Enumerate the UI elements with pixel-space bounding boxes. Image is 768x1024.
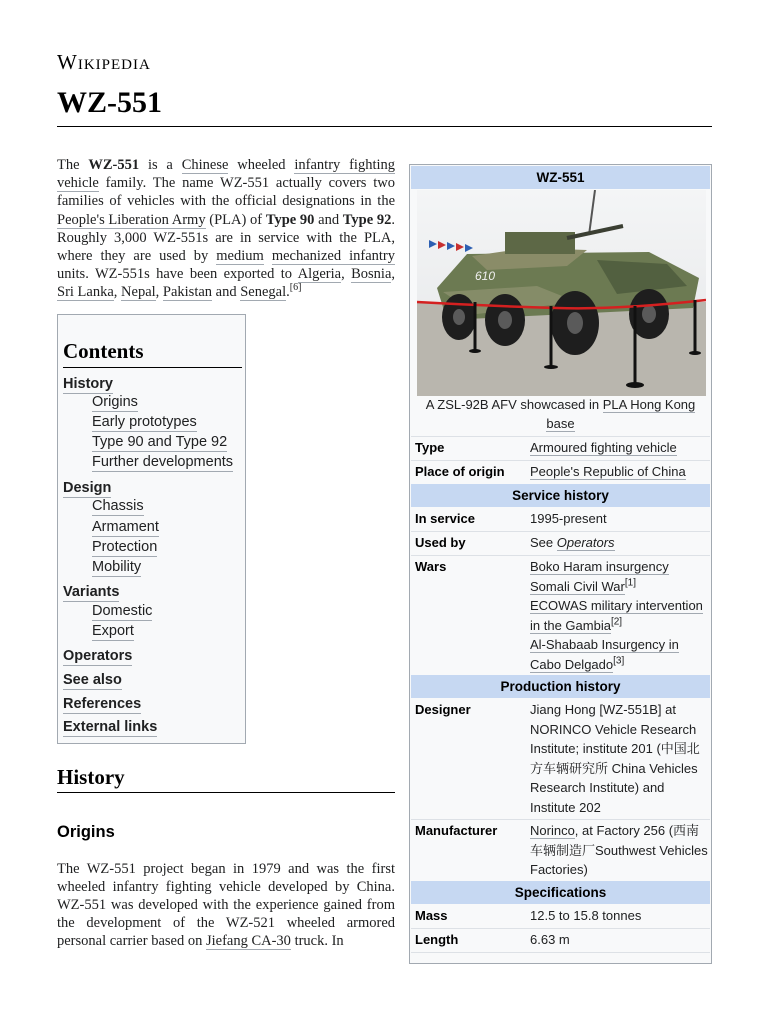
bold-type92: Type 92 — [342, 211, 392, 228]
link-senegal[interactable]: Senegal — [240, 284, 287, 301]
toc-item-mobility[interactable]: Mobility — [92, 559, 142, 575]
toc-item-external-links[interactable]: External links — [63, 719, 158, 735]
link-nepal[interactable]: Nepal — [121, 284, 156, 301]
text: See — [530, 535, 557, 550]
text: , — [391, 266, 396, 283]
value-designer: Jiang Hong [WZ-551B] at NORINCO Vehicle Research Institute; institute 201 (中国北方车辆研究所 China Vehicles Research Institute) and Institute 202 — [530, 702, 700, 815]
subsection-heading-origins: Origins — [57, 823, 115, 841]
link-operators[interactable]: Operators — [556, 535, 615, 550]
section-heading-history: History — [57, 765, 125, 789]
origins-paragraph — [57, 860, 395, 950]
toc-item-see-also[interactable]: See also — [63, 672, 122, 688]
text: The — [57, 157, 89, 173]
link-algeria[interactable]: Algeria — [297, 266, 342, 283]
link-boko-haram-insurgency[interactable]: Boko Haram insurgency — [530, 559, 669, 574]
link-pla-hong-kong-base[interactable]: PLA Hong Kong base — [546, 397, 696, 431]
section-divider — [57, 792, 395, 793]
reference-6[interactable]: [6] — [289, 282, 302, 294]
infobox-title: WZ-551 — [411, 166, 710, 189]
section-service-history: Service history — [411, 484, 710, 507]
section-production-history: Production history — [411, 675, 710, 698]
page-title: WZ-551 — [57, 86, 162, 119]
value-manufacturer — [530, 821, 708, 880]
link-bosnia[interactable]: Bosnia — [351, 266, 392, 283]
text — [264, 248, 272, 264]
row-divider — [411, 531, 710, 532]
link-mechanized-infantry[interactable]: mechanized infantry — [271, 248, 396, 265]
text: wheeled — [228, 157, 295, 173]
link-pakistan[interactable]: Pakistan — [162, 284, 213, 301]
toc-item-variants[interactable]: Variants — [63, 584, 120, 600]
toc-item-protection[interactable]: Protection — [92, 539, 158, 555]
link-pla[interactable]: People's Liberation Army — [57, 211, 206, 228]
table-of-contents — [57, 314, 246, 744]
value-length: 6.63 m — [530, 932, 570, 947]
text: . — [286, 284, 290, 301]
text: , — [113, 284, 122, 301]
label-mass: Mass — [415, 908, 448, 923]
text: (PLA) of — [205, 211, 266, 228]
image-caption — [415, 395, 706, 433]
toc-item-design[interactable]: Design — [63, 480, 112, 496]
text: , — [341, 266, 352, 283]
value-wars — [530, 557, 708, 674]
toc-item-origins[interactable]: Origins — [92, 394, 138, 410]
label-type: Type — [415, 440, 445, 455]
row-divider — [411, 436, 710, 437]
toc-item-export[interactable]: Export — [92, 623, 134, 639]
link-jiefang-ca-30[interactable]: Jiefang CA-30 — [205, 933, 291, 949]
link-medium[interactable]: medium — [216, 248, 264, 265]
link-chinese[interactable]: Chinese — [181, 157, 229, 173]
label-in-service: In service — [415, 511, 475, 526]
link-norinco[interactable]: Norinco — [530, 823, 575, 838]
toc-item-type-90-and-type-92[interactable]: Type 90 and Type 92 — [92, 434, 228, 450]
section-specifications: Specifications — [411, 881, 710, 904]
toc-item-chassis[interactable]: Chassis — [92, 498, 144, 514]
row-divider — [411, 928, 710, 929]
toc-item-history[interactable]: History — [63, 376, 113, 392]
text: is a — [139, 157, 182, 173]
text: and — [314, 211, 343, 228]
reference-1[interactable]: [1] — [624, 577, 636, 589]
row-divider — [411, 460, 710, 461]
label-designer: Designer — [415, 702, 471, 717]
text: family. The name WZ-551 actually covers two families of vehicles with the official designations in the — [57, 175, 395, 210]
label-wars: Wars — [415, 559, 447, 574]
reference-3[interactable]: [3] — [613, 655, 625, 667]
label-length: Length — [415, 932, 459, 947]
wikipedia-wordmark[interactable]: Wikipedia — [57, 50, 151, 74]
text: and — [212, 284, 241, 301]
value-used-by — [530, 533, 708, 553]
lead-paragraph — [57, 156, 395, 302]
value-in-service: 1995-present — [530, 511, 607, 526]
text: , at Factory 256 (西南车辆制造厂Southwest Vehicles Factories) — [530, 823, 708, 877]
value-mass: 12.5 to 15.8 tonnes — [530, 908, 642, 923]
svg-text:610: 610 — [475, 269, 496, 283]
vehicle-photo[interactable] — [417, 190, 706, 396]
toc-item-further-developments[interactable]: Further developments — [92, 454, 234, 470]
infobox — [409, 164, 712, 964]
text: The WZ-551 project began in 1979 and was the first wheeled infantry fighting vehicle developed by China. WZ-551 was developed with the experience gained from the development of the WZ-521 wheeled armored personal carrier based on — [57, 861, 395, 949]
toc-item-early-prototypes[interactable]: Early prototypes — [92, 414, 197, 430]
toc-item-domestic[interactable]: Domestic — [92, 603, 153, 619]
toc-divider — [63, 367, 242, 368]
link-somali-civil-war[interactable]: Somali Civil War — [530, 578, 625, 594]
bold-name: WZ-551 — [88, 157, 140, 173]
label-used-by: Used by — [415, 535, 466, 550]
link-peoples-republic-of-china[interactable]: People's Republic of China — [530, 464, 686, 479]
text: units. WZ-551s have been exported to — [57, 266, 298, 283]
label-manufacturer: Manufacturer — [415, 823, 498, 838]
link-armoured-fighting-vehicle[interactable]: Armoured fighting vehicle — [530, 440, 677, 455]
reference-2[interactable]: [2] — [610, 616, 623, 628]
link-al-shabaab-insurgency-cabo-delgado[interactable]: Al-Shabaab Insurgency in Cabo Delgado — [530, 637, 679, 672]
link-ecowas-intervention-gambia[interactable]: ECOWAS military intervention in the Gambia — [530, 598, 703, 633]
bold-type90: Type 90 — [265, 211, 315, 228]
caption-text: A ZSL-92B AFV showcased in — [425, 397, 603, 412]
text: . Roughly 3,000 WZ-551s are in service with the PLA, where they are used by — [57, 211, 395, 265]
title-divider — [57, 126, 712, 127]
link-sri-lanka[interactable]: Sri Lanka — [57, 284, 114, 301]
row-divider — [411, 819, 710, 820]
toc-item-operators[interactable]: Operators — [63, 648, 133, 664]
toc-title: Contents — [63, 339, 144, 363]
row-divider — [411, 555, 710, 556]
row-divider — [411, 952, 710, 953]
text: truck. In — [290, 933, 344, 949]
label-place-of-origin: Place of origin — [415, 464, 505, 479]
toc-item-references[interactable]: References — [63, 696, 142, 712]
text: , — [155, 284, 163, 301]
link-infantry-fighting-vehicle[interactable]: infantry fighting vehicle — [57, 157, 396, 192]
toc-item-armament[interactable]: Armament — [92, 519, 159, 535]
